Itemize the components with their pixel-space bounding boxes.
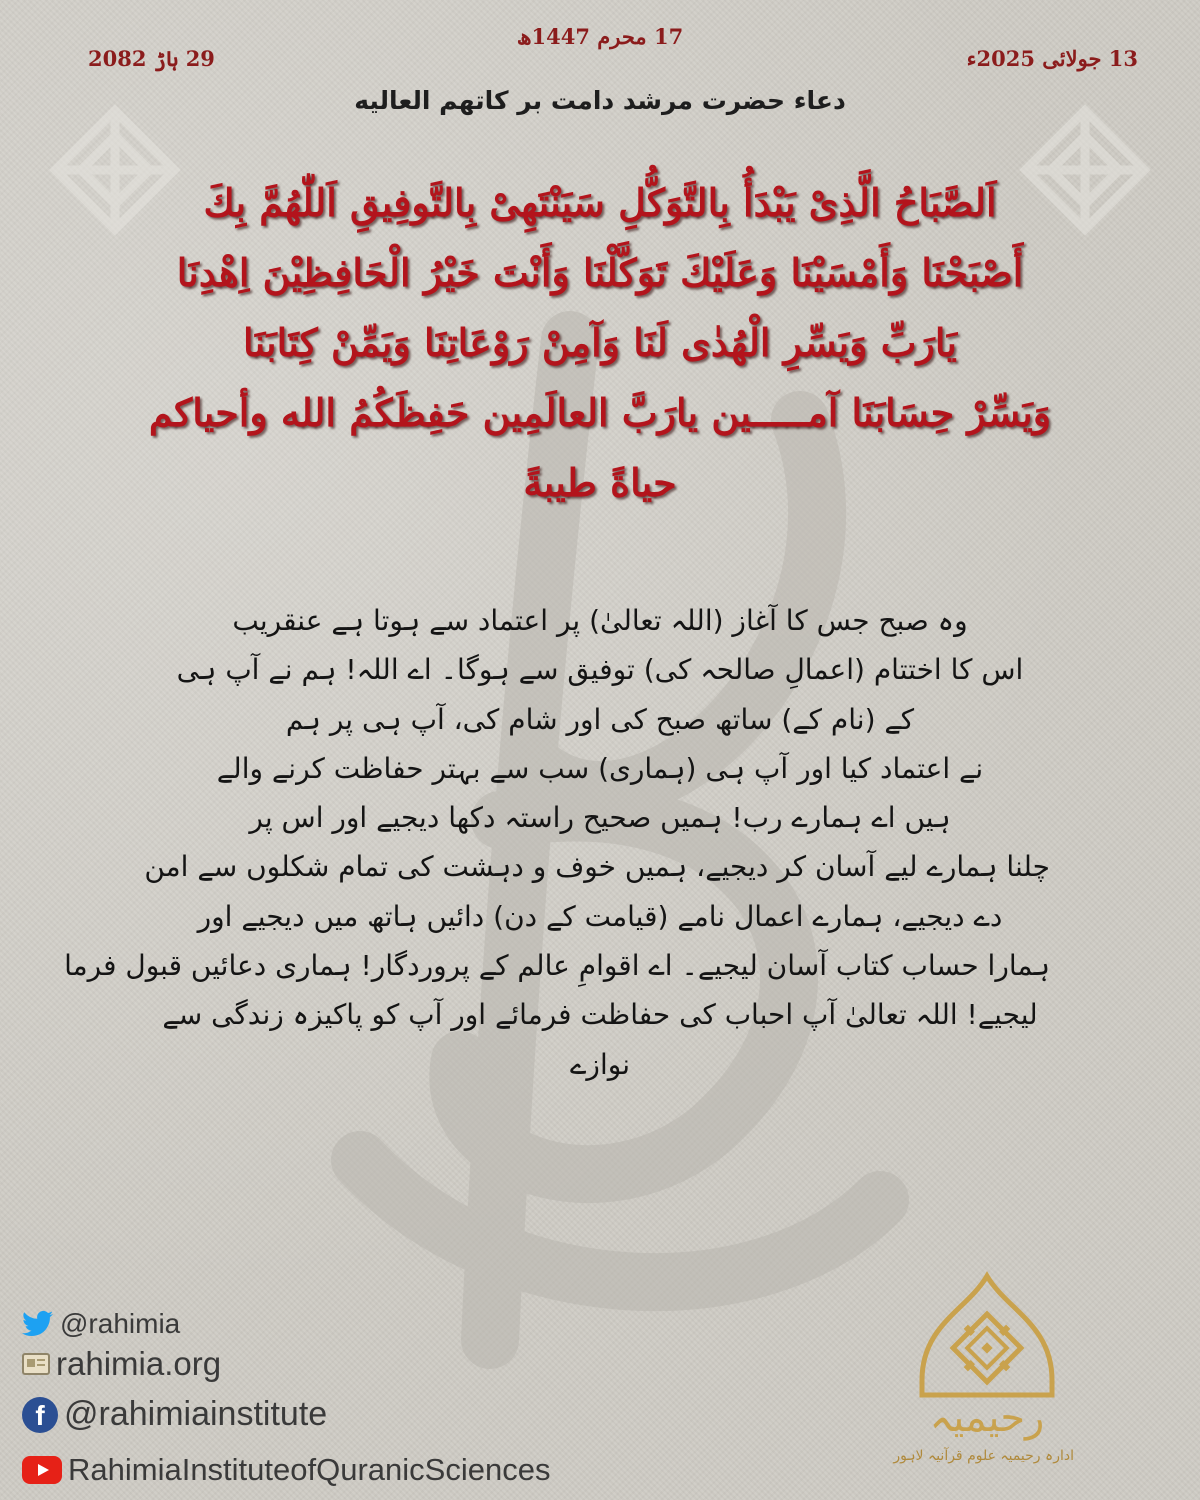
arabic-dua xyxy=(80,168,1120,518)
urdu-line: دے دیجیے، ہمارے اعمال نامے (قیامت کے دن) دائیں ہاتھ میں دیجیے اور xyxy=(197,899,1003,933)
website-link[interactable] xyxy=(22,1345,221,1383)
urdu-line: ہمارا حساب کتاب آسان لیجیے۔ اے اقوامِ عالم کے پروردگار! ہماری دعائیں قبول فرما xyxy=(64,949,1050,983)
twitter-link[interactable] xyxy=(22,1308,180,1340)
logo-wordmark: رحیمیہ xyxy=(929,1395,1045,1441)
desi-date: 29 ہاڑ 2082 xyxy=(88,46,215,71)
rahimia-logo xyxy=(912,1270,1062,1475)
arabic-line: يَارَبِّ وَيَسِّرِ الْهُدٰى لَنَا وَآمِنْ رَوْعَاتِنَا وَيَمِّنْ كِتَابَنَا xyxy=(243,320,957,365)
urdu-translation xyxy=(64,596,1050,1089)
youtube-icon xyxy=(22,1456,62,1484)
hijri-date: 17 محرم 1447ھ xyxy=(516,24,684,49)
urdu-line: ہیں اے ہمارے رب! ہمیں صحیح راستہ دکھا دیجیے اور اس پر xyxy=(249,801,951,835)
dua-heading: دعاء حضرت مرشد دامت بر کاتهم العاليه xyxy=(354,86,846,115)
urdu-line: وہ صبح جس کا آغاز (اللہ تعالیٰ) پر اعتماد سے ہوتا ہے عنقریب xyxy=(232,604,968,637)
urdu-line: نوازے xyxy=(570,1047,630,1081)
arabic-line: اَلصَّبَاحُ الَّذِیْ یَبْدَأُ بِالتَّوَکُّلِ سَیَنْتَهِیْ بِالتَّوفِیقِ اَللّٰهُمَّ بِكَ xyxy=(203,180,997,225)
logo-subtitle: ادارہ رحیمیہ علوم قرآنیہ لاہور xyxy=(893,1448,1074,1464)
urdu-line: اس کا اختتام (اعمالِ صالحہ کی) توفیق سے ہوگا۔ اے اللہ! ہم نے آپ ہی xyxy=(176,653,1024,687)
youtube-channel: RahimiaInstituteofQuranicSciences xyxy=(68,1452,551,1487)
facebook-handle: @rahimiainstitute xyxy=(64,1395,328,1433)
website-url: rahimia.org xyxy=(56,1345,222,1382)
urdu-line: لیجیے! اللہ تعالیٰ آپ احباب کی حفاظت فرمائے اور آپ کو پاکیزہ زندگی سے xyxy=(162,998,1038,1032)
twitter-icon xyxy=(22,1310,54,1338)
arabic-line: حياةً طيبةً xyxy=(523,460,677,505)
twitter-handle: @rahimia xyxy=(60,1308,181,1339)
youtube-link[interactable] xyxy=(22,1452,550,1488)
facebook-link[interactable] xyxy=(22,1395,327,1434)
urdu-line: کے (نام کے) ساتھ صبح کی اور شام کی، آپ ہی پر ہم xyxy=(285,702,915,736)
urdu-line: چلنا ہمارے لیے آسان کر دیجیے، ہمیں خوف و دہشت کی تمام شکلوں سے امن xyxy=(144,850,1050,884)
arabic-line: أَصْبَحْنَا وَأَمْسَيْنَا وَعَلَيْكَ تَوَكَّلْنَا وَأَنْتَ خَيْرُ الْحَافِظِيْنَ اِهْدِنَا xyxy=(176,250,1024,295)
facebook-icon: f xyxy=(22,1397,58,1433)
gregorian-date: 13 جولائی 2025ء xyxy=(966,46,1138,71)
website-icon xyxy=(22,1353,50,1375)
urdu-line: نے اعتماد کیا اور آپ ہی (ہماری) سب سے بہتر حفاظت کرنے والے xyxy=(216,751,984,785)
arabic-line: وَيَسِّرْ حِسَابَنَا آمـــــين يارَبَّ العالَمِين حَفِظَكُمُ الله وأحياكم xyxy=(148,390,1052,435)
